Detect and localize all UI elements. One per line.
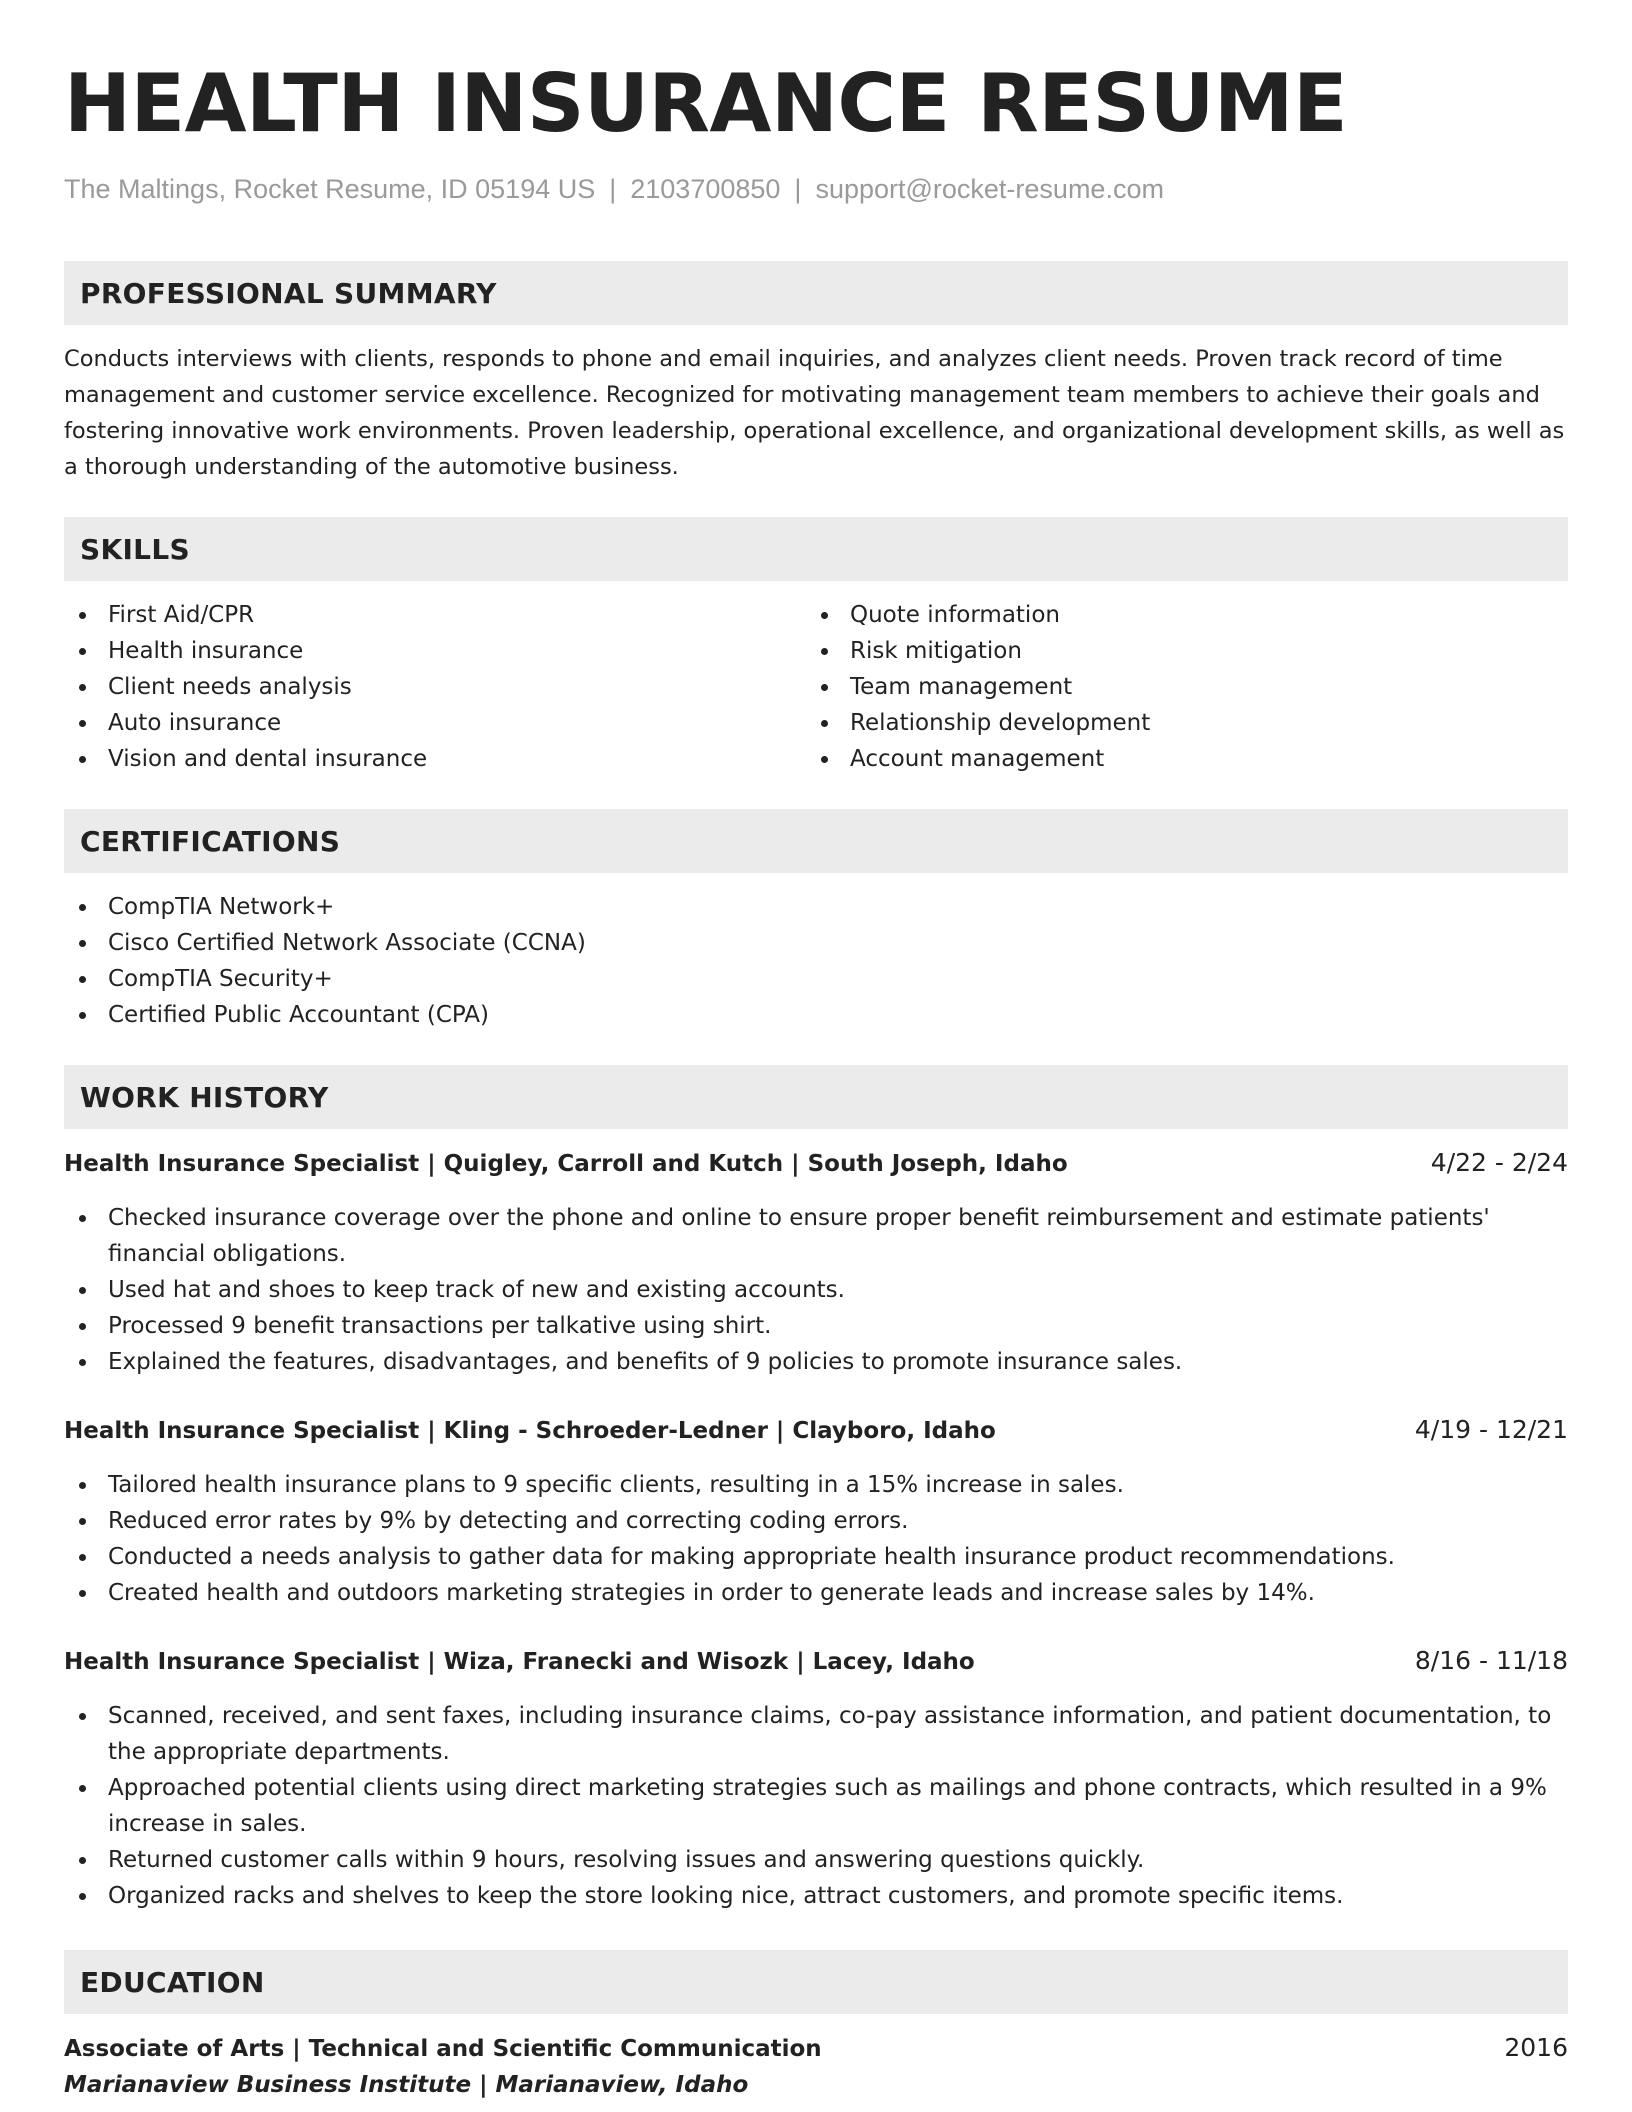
- job-dates: 8/16 - 11/18: [1414, 1646, 1568, 1675]
- contact-separator: |: [794, 174, 802, 204]
- skill-item: First Aid/CPR: [64, 597, 806, 633]
- summary-heading: PROFESSIONAL SUMMARY: [64, 261, 1568, 325]
- skills-column-left: [64, 597, 806, 777]
- skill-item: Relationship development: [806, 705, 1548, 741]
- certification-item: Cisco Certified Network Associate (CCNA): [64, 925, 1568, 961]
- job-bullet: Returned customer calls within 9 hours, resolving issues and answering questions quickly.: [64, 1842, 1568, 1878]
- job-entry: [64, 1412, 1568, 1611]
- job-bullet: Used hat and shoes to keep track of new and existing accounts.: [64, 1272, 1568, 1308]
- certification-item: CompTIA Network+: [64, 889, 1568, 925]
- job-bullets: [64, 1467, 1568, 1611]
- certification-item: CompTIA Security+: [64, 961, 1568, 997]
- skills-list-left: [64, 597, 806, 777]
- skills-heading: SKILLS: [64, 517, 1568, 581]
- job-entry: [64, 1145, 1568, 1380]
- job-title: Health Insurance Specialist | Kling - Schroeder-Ledner | Clayboro, Idaho: [64, 1418, 996, 1444]
- work-history-section: [64, 1065, 1568, 1914]
- job-bullets: [64, 1200, 1568, 1380]
- skill-item: Health insurance: [64, 633, 806, 669]
- contact-separator: |: [609, 174, 617, 204]
- education-degree: Associate of Arts | Technical and Scientific Communication: [64, 2036, 822, 2062]
- job-bullet: Processed 9 benefit transactions per talkative using shirt.: [64, 1308, 1568, 1344]
- job-bullet: Scanned, received, and sent faxes, including insurance claims, co-pay assistance information, and patient documentation, to the appropriate departments.: [64, 1698, 1568, 1770]
- skill-item: Client needs analysis: [64, 669, 806, 705]
- education-section: [64, 1950, 1568, 2103]
- education-heading: EDUCATION: [64, 1950, 1568, 2014]
- job-bullet: Tailored health insurance plans to 9 specific clients, resulting in a 15% increase in sales.: [64, 1467, 1568, 1503]
- summary-text: Conducts interviews with clients, responds to phone and email inquiries, and analyzes client needs. Proven track record of time management and customer service excellence. Recognized for motivating management team members to achieve their goals and fostering innovative work environments. Proven leadership, operational excellence, and organizational development skills, as well as a thorough understanding of the automotive business.: [64, 346, 1565, 480]
- education-header: [64, 2030, 1568, 2067]
- skill-item: Auto insurance: [64, 705, 806, 741]
- skill-item: Team management: [806, 669, 1548, 705]
- job-header: [64, 1412, 1568, 1449]
- education-school: Marianaview Business Institute | Marianaview, Idaho: [64, 2072, 749, 2098]
- job-bullet: Conducted a needs analysis to gather data for making appropriate health insurance product recommendations.: [64, 1539, 1568, 1575]
- job-title: Health Insurance Specialist | Quigley, Carroll and Kutch | South Joseph, Idaho: [64, 1151, 1068, 1177]
- work-history-heading: WORK HISTORY: [64, 1065, 1568, 1129]
- contact-line: [64, 172, 1568, 206]
- job-bullet: Approached potential clients using direct marketing strategies such as mailings and phone contracts, which resulted in a 9% increase in sales.: [64, 1770, 1568, 1842]
- job-dates: 4/22 - 2/24: [1430, 1148, 1568, 1177]
- skills-grid: [64, 597, 1568, 777]
- skill-item: Risk mitigation: [806, 633, 1548, 669]
- job-bullet: Checked insurance coverage over the phone and online to ensure proper benefit reimbursement and estimate patients' financial obligations.: [64, 1200, 1568, 1272]
- job-dates: 4/19 - 12/21: [1414, 1415, 1568, 1444]
- skills-section: [64, 517, 1568, 777]
- contact-email[interactable]: support@rocket-resume.com: [815, 174, 1164, 204]
- job-entry: [64, 1643, 1568, 1914]
- certifications-section: [64, 809, 1568, 1033]
- job-bullets: [64, 1698, 1568, 1914]
- job-title: Health Insurance Specialist | Wiza, Franecki and Wisozk | Lacey, Idaho: [64, 1649, 975, 1675]
- skill-item: Vision and dental insurance: [64, 741, 806, 777]
- education-year: 2016: [1504, 2033, 1568, 2062]
- contact-address: The Maltings, Rocket Resume, ID 05194 US: [64, 174, 596, 204]
- job-bullet: Created health and outdoors marketing strategies in order to generate leads and increase sales by 14%.: [64, 1575, 1568, 1611]
- skill-item: Account management: [806, 741, 1548, 777]
- skill-item: Quote information: [806, 597, 1548, 633]
- job-bullet: Organized racks and shelves to keep the store looking nice, attract customers, and promote specific items.: [64, 1878, 1568, 1914]
- resume-title: HEALTH INSURANCE RESUME: [64, 57, 1348, 150]
- job-bullet: Explained the features, disadvantages, and benefits of 9 policies to promote insurance sales.: [64, 1344, 1568, 1380]
- skills-column-right: [806, 597, 1548, 777]
- job-header: [64, 1145, 1568, 1182]
- certifications-heading: CERTIFICATIONS: [64, 809, 1568, 873]
- skills-list-right: [806, 597, 1548, 777]
- certification-item: Certified Public Accountant (CPA): [64, 997, 1568, 1033]
- job-bullet: Reduced error rates by 9% by detecting and correcting coding errors.: [64, 1503, 1568, 1539]
- job-header: [64, 1643, 1568, 1680]
- summary-section: [64, 261, 1568, 485]
- certifications-list: [64, 889, 1568, 1033]
- contact-phone: 2103700850: [630, 174, 781, 204]
